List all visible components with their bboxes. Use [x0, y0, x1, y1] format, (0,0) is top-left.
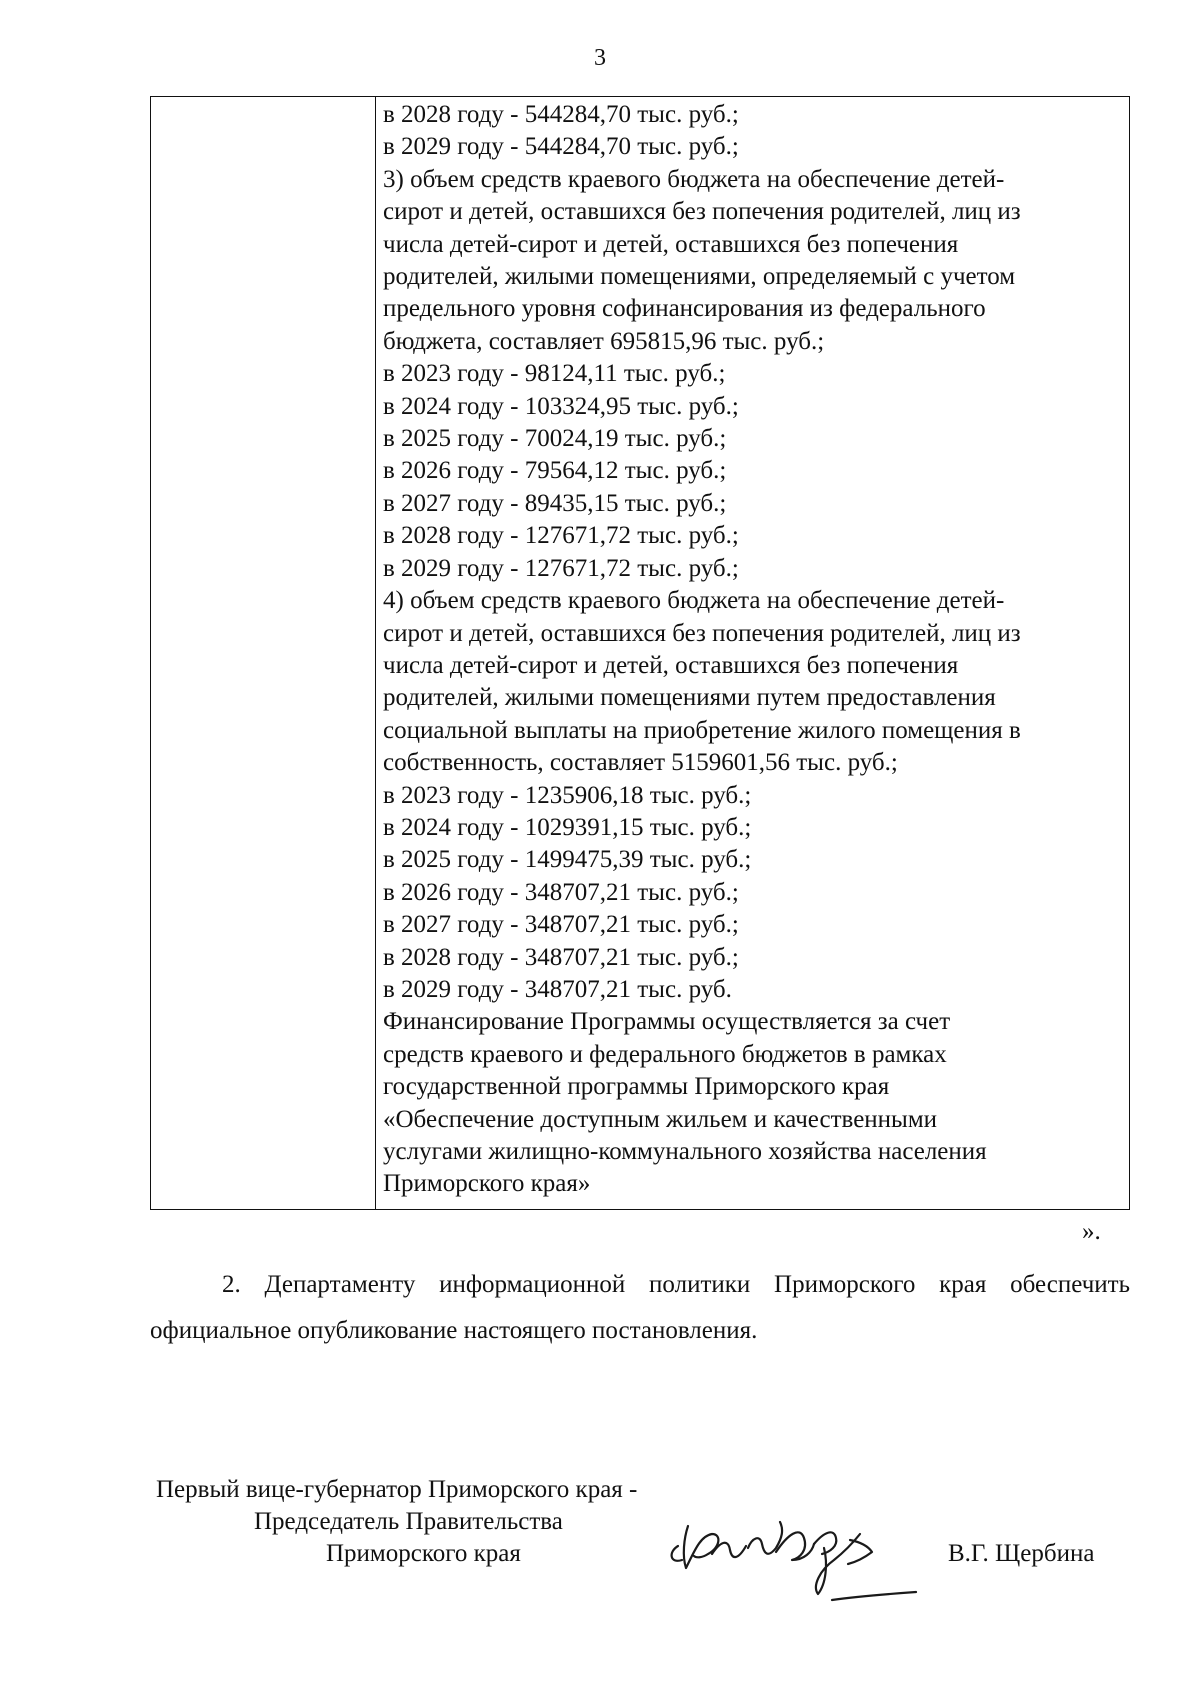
cell-text-line: «Обеспечение доступным жильем и качественными [383, 1105, 938, 1133]
cell-text-line: числа детей-сирот и детей, оставшихся без попечения [383, 230, 959, 258]
cell-text-line: в 2024 году - 1029391,15 тыс. руб.; [383, 813, 752, 841]
cell-text-line: бюджета, составляет 695815,96 тыс. руб.; [383, 327, 825, 355]
cell-text-line: в 2025 году - 1499475,39 тыс. руб.; [383, 846, 752, 874]
cell-text-line: социальной выплаты на приобретение жилого помещения в [383, 716, 1021, 744]
cell-text-line: числа детей-сирот и детей, оставшихся без попечения [383, 651, 959, 679]
handwritten-signature [664, 1508, 964, 1618]
cell-text-line: сирот и детей, оставшихся без попечения родителей, лиц из [383, 198, 1021, 226]
cell-text-line: Финансирование Программы осуществляется за счет [383, 1008, 951, 1036]
cell-text-line: сирот и детей, оставшихся без попечения родителей, лиц из [383, 619, 1021, 647]
cell-text-line: в 2028 году - 348707,21 тыс. руб.; [383, 943, 739, 971]
position-line-3: Приморского края [326, 1540, 521, 1567]
position-line-1: Первый вице-губернатор Приморского края - [156, 1476, 638, 1503]
cell-text-line: в 2029 году - 544284,70 тыс. руб.; [383, 133, 739, 161]
cell-text-line: в 2028 году - 127671,72 тыс. руб.; [383, 522, 739, 550]
cell-text-line: в 2027 году - 348707,21 тыс. руб.; [383, 911, 739, 939]
cell-text-line: в 2026 году - 348707,21 тыс. руб.; [383, 878, 739, 906]
cell-text-line: в 2028 году - 544284,70 тыс. руб.; [383, 101, 739, 128]
cell-text-line: в 2023 году - 98124,11 тыс. руб.; [383, 360, 726, 388]
closing-quote-mark: ». [1082, 1218, 1101, 1245]
cell-text-line: в 2026 году - 79564,12 тыс. руб.; [383, 457, 727, 485]
cell-text-line: в 2025 году - 70024,19 тыс. руб.; [383, 425, 727, 453]
page-number: 3 [594, 45, 606, 71]
cell-text-line: родителей, жилыми помещениями, определяемый с учетом [383, 263, 1016, 291]
cell-text-line: Приморского края» [383, 1170, 591, 1198]
signatory-position [156, 1474, 637, 1570]
cell-text-line: 3) объем средств краевого бюджета на обеспечение детей- [383, 165, 1005, 193]
position-line-2: Председатель Правительства [254, 1508, 563, 1535]
column-divider [375, 97, 376, 1209]
cell-text-line: средств краевого и федерального бюджетов в рамках [383, 1040, 947, 1068]
cell-text-line: в 2023 году - 1235906,18 тыс. руб.; [383, 781, 752, 809]
signatory-name: В.Г. Щербина [948, 1540, 1095, 1567]
funding-text-cell [383, 99, 1123, 1201]
cell-text-line: собственность, составляет 5159601,56 тыс. руб.; [383, 749, 898, 777]
cell-text-line: в 2029 году - 127671,72 тыс. руб.; [383, 554, 739, 582]
cell-text-line: 4) объем средств краевого бюджета на обеспечение детей- [383, 587, 1005, 615]
cell-text-line: в 2024 году - 103324,95 тыс. руб.; [383, 392, 739, 420]
cell-text-line: услугами жилищно-коммунального хозяйства населения [383, 1138, 987, 1165]
cell-text-line: в 2027 году - 89435,15 тыс. руб.; [383, 489, 727, 517]
program-table [150, 96, 1130, 1210]
cell-text-line: предельного уровня софинансирования из федерального [383, 295, 986, 323]
cell-text-line: в 2029 году - 348707,21 тыс. руб. [383, 975, 732, 1003]
paragraph-2: 2. Департаменту информационной политики Приморского края обеспечить официальное опубликование настоящего постановления. [150, 1271, 1130, 1344]
cell-text-line: государственной программы Приморского края [383, 1073, 890, 1101]
cell-text-line: родителей, жилыми помещениями путем предоставления [383, 684, 996, 712]
